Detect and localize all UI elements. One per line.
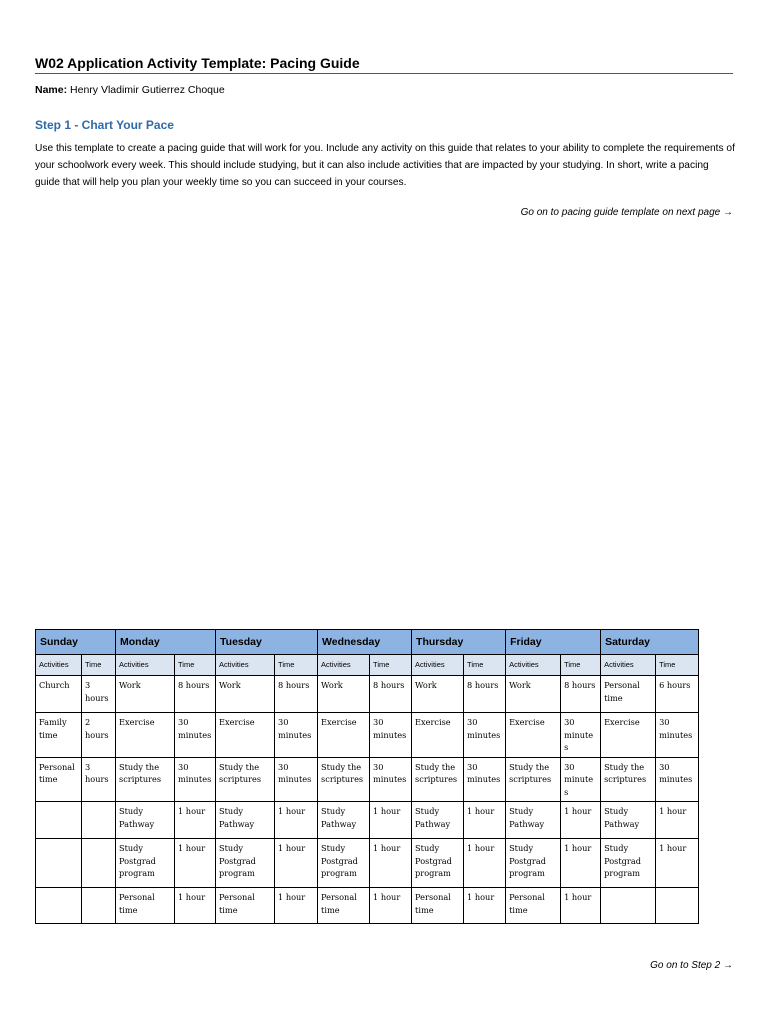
activities-header: Activities (116, 655, 175, 676)
day-header: Friday (506, 630, 601, 655)
time-cell: 1 hour (370, 888, 412, 924)
time-header: Time (656, 655, 699, 676)
activity-cell: Personal time (318, 888, 370, 924)
activity-cell: Work (318, 676, 370, 713)
activity-cell: Study Postgrad program (412, 839, 464, 888)
time-cell: 1 hour (275, 839, 318, 888)
activity-cell: Personal time (412, 888, 464, 924)
time-cell: 8 hours (275, 676, 318, 713)
activity-cell: Study the scriptures (412, 757, 464, 802)
time-cell: 30 minutes (464, 713, 506, 758)
time-cell: 30 minutes (561, 713, 601, 758)
activity-cell: Study the scriptures (216, 757, 275, 802)
time-cell: 1 hour (656, 839, 699, 888)
day-header-row (36, 630, 699, 655)
time-header: Time (561, 655, 601, 676)
activity-cell: Study the scriptures (506, 757, 561, 802)
activity-cell: Exercise (216, 713, 275, 758)
day-header: Wednesday (318, 630, 412, 655)
time-cell (82, 839, 116, 888)
activity-cell: Study the scriptures (116, 757, 175, 802)
table-row (36, 888, 699, 924)
day-header: Monday (116, 630, 216, 655)
time-cell: 1 hour (464, 839, 506, 888)
day-header: Tuesday (216, 630, 318, 655)
table-row (36, 713, 699, 758)
time-cell: 30 minutes (656, 757, 699, 802)
time-cell (82, 888, 116, 924)
activity-cell: Study Pathway (506, 802, 561, 839)
time-cell: 30 minutes (561, 757, 601, 802)
activity-cell: Study Pathway (318, 802, 370, 839)
time-cell: 1 hour (464, 888, 506, 924)
time-cell: 30 minutes (656, 713, 699, 758)
activities-header: Activities (216, 655, 275, 676)
activity-cell: Study Pathway (412, 802, 464, 839)
time-cell: 2 hours (82, 713, 116, 758)
activity-cell: Exercise (318, 713, 370, 758)
step-1-heading: Step 1 - Chart Your Pace (35, 118, 174, 132)
activity-cell: Work (116, 676, 175, 713)
time-cell: 30 minutes (275, 757, 318, 802)
activity-cell: Personal time (36, 757, 82, 802)
activities-header: Activities (506, 655, 561, 676)
next-step-text: Go on to Step 2 (650, 960, 721, 971)
activity-cell (601, 888, 656, 924)
time-cell: 8 hours (561, 676, 601, 713)
activity-cell (36, 839, 82, 888)
activities-header: Activities (412, 655, 464, 676)
time-cell: 1 hour (175, 839, 216, 888)
time-cell: 3 hours (82, 676, 116, 713)
activity-cell: Family time (36, 713, 82, 758)
activity-cell: Study Postgrad program (506, 839, 561, 888)
activity-cell: Study Postgrad program (216, 839, 275, 888)
table-row (36, 757, 699, 802)
activity-cell: Personal time (506, 888, 561, 924)
time-cell (82, 802, 116, 839)
arrow-right-icon: → (723, 960, 733, 971)
student-name-line (35, 84, 225, 96)
activity-cell: Work (412, 676, 464, 713)
time-cell: 1 hour (175, 802, 216, 839)
activity-cell: Exercise (506, 713, 561, 758)
day-header: Sunday (36, 630, 116, 655)
activity-cell: Personal time (116, 888, 175, 924)
activity-cell: Study the scriptures (318, 757, 370, 802)
time-cell: 1 hour (175, 888, 216, 924)
activity-cell: Study Postgrad program (116, 839, 175, 888)
time-cell: 1 hour (275, 888, 318, 924)
activity-cell (36, 802, 82, 839)
activity-cell: Study Postgrad program (601, 839, 656, 888)
activity-cell: Exercise (412, 713, 464, 758)
time-header: Time (464, 655, 506, 676)
time-header: Time (175, 655, 216, 676)
time-header: Time (370, 655, 412, 676)
time-cell: 8 hours (464, 676, 506, 713)
activity-cell: Work (216, 676, 275, 713)
activity-cell: Study Pathway (116, 802, 175, 839)
activity-cell (36, 888, 82, 924)
time-cell: 3 hours (82, 757, 116, 802)
document-title: W02 Application Activity Template: Pacing Guide (35, 55, 733, 74)
activity-cell: Exercise (601, 713, 656, 758)
time-cell (656, 888, 699, 924)
time-cell: 30 minutes (175, 757, 216, 802)
intro-paragraph: Use this template to create a pacing guide that will work for you. Include any activity on this guide that relates to your ability to complete the requirements of your schoolwork every week. This should include studying, but it can also include activities that are impacted by your studying. In short, write a pacing guide that will help you plan your weekly time so you can succeed in your courses. (35, 143, 735, 188)
time-cell: 30 minutes (370, 713, 412, 758)
day-header: Thursday (412, 630, 506, 655)
table-row (36, 802, 699, 839)
time-cell: 30 minutes (370, 757, 412, 802)
day-header: Saturday (601, 630, 699, 655)
activity-cell: Work (506, 676, 561, 713)
time-cell: 1 hour (370, 839, 412, 888)
time-cell: 1 hour (561, 839, 601, 888)
activities-header: Activities (36, 655, 82, 676)
activity-cell: Study Pathway (601, 802, 656, 839)
name-label: Name: (35, 84, 68, 96)
time-cell: 6 hours (656, 676, 699, 713)
time-cell: 1 hour (464, 802, 506, 839)
time-cell: 1 hour (275, 802, 318, 839)
activity-cell: Personal time (216, 888, 275, 924)
activities-header: Activities (601, 655, 656, 676)
activities-header: Activities (318, 655, 370, 676)
time-cell: 1 hour (561, 802, 601, 839)
arrow-right-icon: → (723, 207, 733, 218)
activity-cell: Church (36, 676, 82, 713)
time-cell: 30 minutes (275, 713, 318, 758)
next-step-note (650, 960, 733, 971)
time-cell: 30 minutes (175, 713, 216, 758)
table-row (36, 676, 699, 713)
time-cell: 1 hour (561, 888, 601, 924)
time-cell: 30 minutes (464, 757, 506, 802)
time-cell: 1 hour (656, 802, 699, 839)
time-cell: 1 hour (370, 802, 412, 839)
activity-cell: Personal time (601, 676, 656, 713)
time-cell: 8 hours (370, 676, 412, 713)
time-cell: 8 hours (175, 676, 216, 713)
next-page-note (521, 207, 733, 218)
time-header: Time (82, 655, 116, 676)
activity-cell: Study the scriptures (601, 757, 656, 802)
activity-cell: Study Postgrad program (318, 839, 370, 888)
next-page-text: Go on to pacing guide template on next page (520, 207, 721, 218)
activity-cell: Study Pathway (216, 802, 275, 839)
table-row (36, 839, 699, 888)
pacing-guide-table (35, 629, 699, 924)
activity-cell: Exercise (116, 713, 175, 758)
time-header: Time (275, 655, 318, 676)
name-value: Henry Vladimir Gutierrez Choque (67, 84, 225, 96)
column-subheader-row (36, 655, 699, 676)
